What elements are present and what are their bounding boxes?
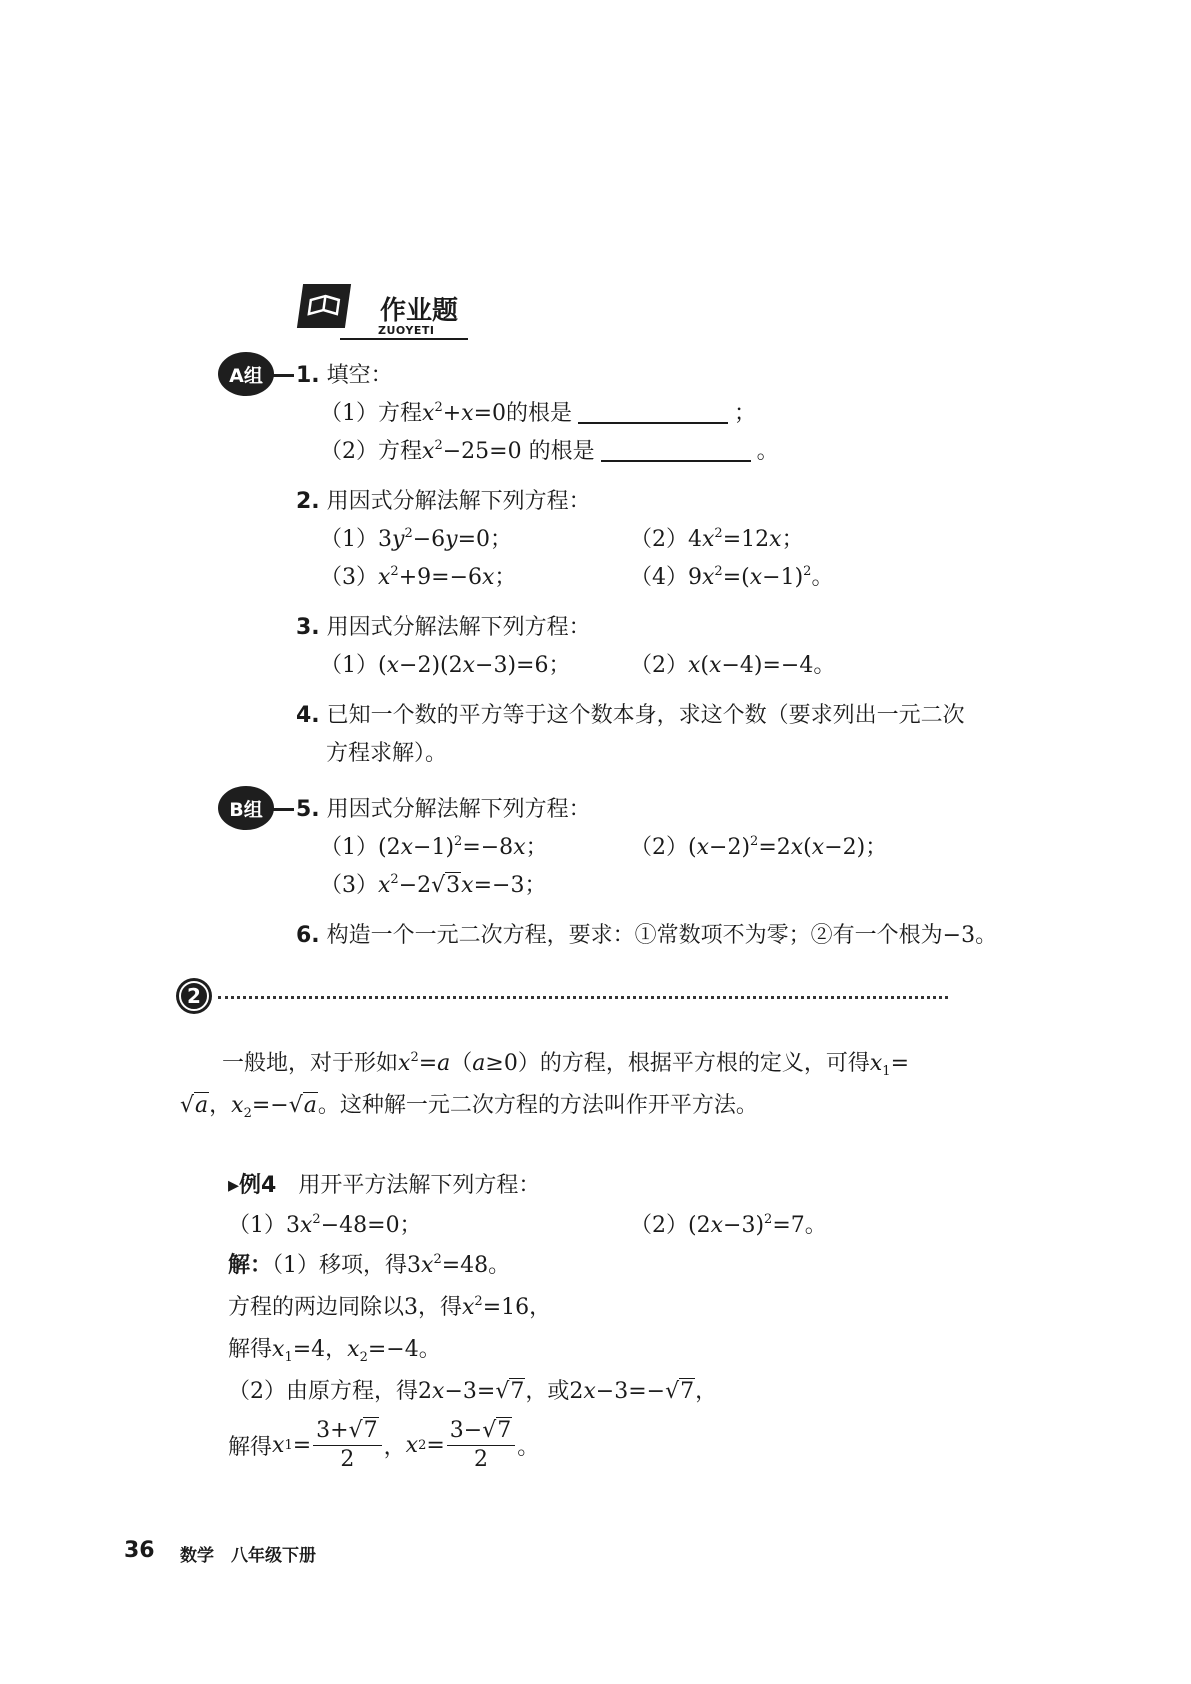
section-divider-dots	[218, 996, 948, 999]
header-title: 作业题	[380, 296, 459, 326]
q2-line: 2. 用因式分解法解下列方程：	[296, 489, 591, 514]
example-sub2: $(2)(2x-3)^2=7$。	[630, 1212, 827, 1238]
fraction-x2: $\frac{3-√7}{2}$	[447, 1418, 515, 1474]
group-b-badge: B组	[218, 786, 274, 830]
header-subtitle: ZUOYETI	[378, 324, 435, 337]
fraction-x1: $\frac{3+√7}{2}$	[313, 1418, 381, 1474]
section-number-badge: 2	[176, 978, 212, 1014]
q3-sub2: （2）x(x−4)=−4。	[630, 653, 836, 678]
q3-line: 3. 用因式分解法解下列方程：	[296, 615, 591, 640]
theory-line2: √a，$x_2=-√a$。这种解一元二次方程的方法叫作开平方法。	[180, 1093, 758, 1121]
q1-number: 1.	[296, 363, 320, 388]
solution-step4: （2）由原方程，得2x−3=√7，或2x−3=−√7，	[228, 1379, 718, 1404]
q5-line: 5. 用因式分解法解下列方程：	[296, 797, 591, 822]
q5-sub3: $(3)x^2-2√3x=-3$；	[320, 872, 547, 898]
q5-sub2: $(2)(x-2)^2=2x(x-2)$；	[630, 834, 888, 860]
q1-answer-blank-1[interactable]	[578, 422, 728, 424]
q3-sub1: （1）(x−2)(2x−3)=6；	[320, 653, 571, 678]
q1-sub2: （2）方程$x^2-25=0$ 的根是 。	[320, 438, 779, 464]
header-underline	[340, 338, 468, 340]
example-marker: ▸例4	[228, 1173, 277, 1198]
q1-sub1: （1）方程$x^2+x=0$的根是 ；	[320, 400, 757, 426]
header-icon-box	[297, 284, 351, 328]
q6-line: 6. 构造一个一元二次方程，要求：①常数项不为零；②有一个根为−3。	[296, 923, 998, 948]
q2-sub1: $(1)3y^2-6y=0$；	[320, 526, 513, 552]
q2-sub4: $(4)9x^2=(x-1)^2$。	[630, 564, 834, 590]
theory-line1: 一般地，对于形如$x^2=a(a\ge 0)$的方程，根据平方根的定义，可得$x_1=$	[222, 1050, 910, 1079]
book-icon	[297, 284, 351, 328]
solution-step3: 解得$x_1=4$，$x_2=-4$。	[228, 1337, 441, 1365]
q1-line	[296, 358, 393, 389]
group-a-badge-tail	[272, 374, 294, 377]
q1-answer-blank-2[interactable]	[601, 460, 751, 462]
q4-line2: 方程求解）。	[326, 741, 448, 766]
solution-step2: 方程的两边同除以3，得$x^2=16$，	[228, 1294, 552, 1320]
solution-step5: 解得 x 1 = $\frac{3+√7}{2}$ ， x 2 = $\frac{3-√7}{2}$ 。	[228, 1418, 540, 1473]
book-title: 数学 八年级下册	[180, 1546, 316, 1566]
example-sub1: $(1)3x^2-48=0$；	[228, 1212, 422, 1238]
q5-sub1: $(1)(2x-1)^2=-8x$；	[320, 834, 548, 860]
q2-sub3: $(3)x^2+9=-6x$；	[320, 564, 517, 590]
group-b-badge-tail	[272, 808, 294, 811]
q4-line1: 4. 已知一个数的平方等于这个数本身，求这个数（要求列出一元二次	[296, 703, 965, 728]
q1-text: 填空：	[326, 363, 393, 388]
solution-step1: 解：（1）移项，得$3x^2=48$。	[228, 1252, 511, 1278]
example-title-line: ▸例4 用开平方法解下列方程：	[228, 1173, 541, 1198]
group-a-badge: A组	[218, 352, 274, 396]
q2-sub2: $(2)4x^2=12x$；	[630, 526, 804, 552]
page-number: 36	[124, 1538, 155, 1563]
